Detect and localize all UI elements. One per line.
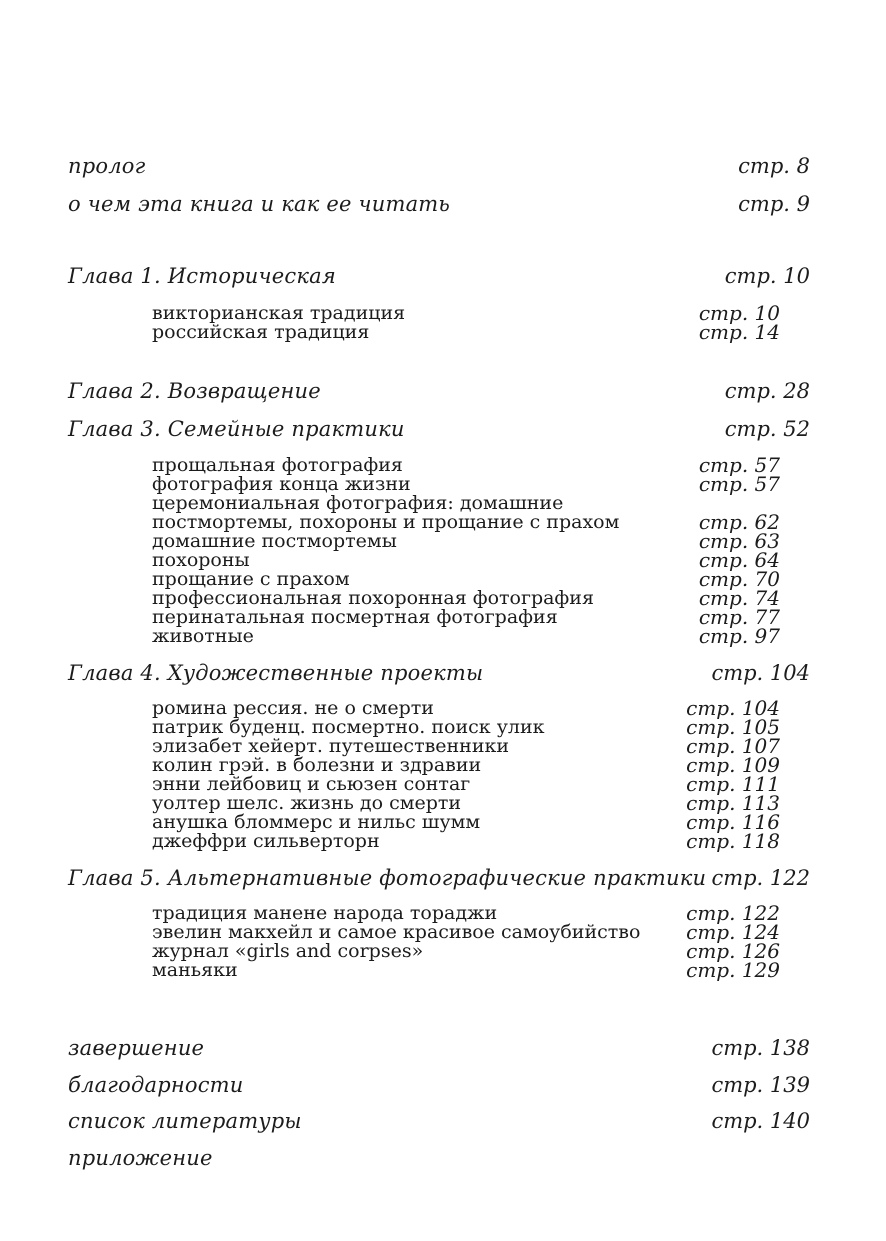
toc-entry-label-line: Глава 1. Историческая — [68, 264, 336, 288]
toc-entry-label-line: прощание с прахом — [152, 568, 350, 590]
toc-entry-label-line: домашние постмортемы — [152, 530, 397, 552]
toc-entry-label-line: викторианская традиция — [152, 302, 406, 324]
toc-entry-label — [68, 154, 145, 178]
toc-entry — [0, 1109, 886, 1133]
toc-entry-label — [68, 866, 706, 890]
toc-entry-label-line: патрик буденц. посмертно. поиск улик — [152, 716, 545, 738]
toc-entry-label — [68, 379, 321, 403]
toc-entry-page-number: стр. 97 — [698, 623, 780, 648]
toc-entry — [0, 661, 886, 685]
toc-entry-label-line: пролог — [68, 154, 146, 178]
toc-entry-page-number: стр. 28 — [724, 379, 810, 403]
toc-entry-label-line: эвелин макхейл и самое красивое самоубийство — [152, 921, 641, 943]
toc-entry-label — [152, 323, 369, 342]
toc-entry-label-line: список литературы — [68, 1109, 302, 1133]
toc-entry-label-line: журнал «girls and corpses» — [152, 940, 424, 962]
toc-entry-page-number: стр. 64 — [698, 547, 780, 572]
toc-entry-page-number: стр. 124 — [686, 919, 780, 944]
toc-entry-label — [152, 961, 238, 980]
toc-entry — [0, 1036, 886, 1060]
toc-entry-label-line: элизабет хейерт. путешественники — [152, 735, 510, 757]
toc-entry-page-number: стр. 14 — [698, 319, 780, 344]
toc-entry-label-line: завершение — [68, 1036, 205, 1060]
toc-entry-label — [68, 1036, 204, 1060]
toc-entry-page-number: стр. 52 — [724, 417, 810, 441]
toc-entry-label-line: маньяки — [152, 959, 238, 981]
toc-entry — [0, 492, 886, 535]
toc-entry-page-number: стр. 62 — [698, 510, 780, 535]
toc-entry — [0, 866, 886, 890]
toc-entry — [0, 192, 886, 216]
toc-entry-label-line: Глава 4. Художественные проекты — [68, 661, 484, 685]
toc-entry-label-line: энни лейбовиц и сьюзен сонтаг — [152, 773, 471, 795]
toc-entry-page-number: стр. 113 — [686, 790, 780, 815]
toc-entry-page-number: стр. 104 — [711, 661, 810, 685]
toc-entry — [0, 1146, 886, 1170]
toc-entry-label-line: джеффри сильверторн — [152, 830, 380, 852]
toc-entry-label-line: Глава 3. Семейные практики — [68, 417, 405, 441]
toc-entry-label-line: перинатальная посмертная фотография — [152, 606, 558, 628]
toc-entry-page-number: стр. 70 — [698, 566, 780, 591]
toc-entry-label — [68, 192, 450, 216]
toc-entry-label-line: Глава 5. Альтернативные фотографические практики — [68, 866, 707, 890]
toc-entry-label-line: колин грэй. в болезни и здравии — [152, 754, 482, 776]
toc-entry-label-line: уолтер шелс. жизнь до смерти — [152, 792, 462, 814]
toc-entry-page-number: стр. 140 — [711, 1109, 810, 1133]
toc-entry — [0, 154, 886, 178]
toc-entry — [0, 319, 886, 344]
toc-entry-page-number: стр. 57 — [698, 471, 780, 496]
toc-entry-label — [152, 494, 619, 532]
toc-entry-label — [68, 417, 405, 441]
toc-entry-page-number: стр. 122 — [711, 866, 810, 890]
toc-entry-page-number: стр. 126 — [686, 938, 780, 963]
toc-entry-page-number: стр. 77 — [698, 604, 780, 629]
toc-entry-page-number: стр. 139 — [711, 1073, 810, 1097]
toc-entry — [0, 623, 886, 648]
toc-entry-label — [152, 627, 254, 646]
toc-entry-label — [68, 1073, 244, 1097]
toc-entry-page-number: стр. 109 — [686, 752, 780, 777]
toc-entry — [0, 957, 886, 982]
toc-entry-page-number: стр. 8 — [738, 154, 810, 178]
toc-entry-page-number: стр. 116 — [686, 809, 780, 834]
toc-entry — [0, 417, 886, 441]
toc-entry-label-line: Глава 2. Возвращение — [68, 379, 321, 403]
toc-entry-page-number: стр. 10 — [698, 300, 780, 325]
toc-entry-label-line: благодарности — [68, 1073, 244, 1097]
toc-entry-label-line: анушка бломмерс и нильс шумм — [152, 811, 481, 833]
toc-entry — [0, 264, 886, 288]
toc-entry-page-number: стр. 111 — [686, 771, 780, 796]
toc-entry-label — [68, 1146, 213, 1170]
toc-entry-label-line: похороны — [152, 549, 250, 571]
toc-entry-label-line: профессиональная похоронная фотография — [152, 587, 594, 609]
toc-entry-label — [68, 1109, 302, 1133]
toc-entry-page-number: стр. 138 — [711, 1036, 810, 1060]
toc-entry-label-line: о чем эта книга и как ее читать — [68, 192, 451, 216]
toc-entry-page-number: стр. 10 — [724, 264, 810, 288]
toc-entry-page-number: стр. 63 — [698, 528, 780, 553]
toc-entry-label-line: фотография конца жизни — [152, 473, 411, 495]
toc-entry-page-number: стр. 105 — [686, 714, 780, 739]
toc-entry-page-number: стр. 107 — [686, 733, 780, 758]
toc-entry-label-line: прощальная фотография — [152, 454, 403, 476]
toc-entry-label-line: ромина рессия. не о смерти — [152, 697, 434, 719]
toc-entry-page-number: стр. 57 — [698, 452, 780, 477]
toc-entry-label-line: церемониальная фотография: домашние — [152, 492, 564, 514]
toc-entry-label-line: животные — [152, 625, 254, 647]
toc-entry — [0, 1073, 886, 1097]
toc-entry-label-line: российская традиция — [152, 321, 370, 343]
toc-entry-page-number: стр. 118 — [686, 828, 780, 853]
toc-entry-page-number: стр. 74 — [698, 585, 780, 610]
toc-entry-label — [68, 661, 483, 685]
toc-entry — [0, 828, 886, 853]
toc-entry-page-number: стр. 104 — [686, 695, 780, 720]
toc-entry-page-number: стр. 9 — [738, 192, 810, 216]
toc-entry-label-line: постмортемы, похороны и прощание с прахом — [152, 511, 620, 534]
toc-entry-page-number: стр. 129 — [686, 957, 780, 982]
toc-entry-label-line: приложение — [68, 1146, 213, 1170]
toc-entry-label — [68, 264, 336, 288]
toc-entry-label-line: традиция манене народа тораджи — [152, 902, 498, 924]
toc-entry-label — [152, 832, 380, 851]
toc-entry — [0, 379, 886, 403]
toc-entry-page-number: стр. 122 — [686, 900, 780, 925]
